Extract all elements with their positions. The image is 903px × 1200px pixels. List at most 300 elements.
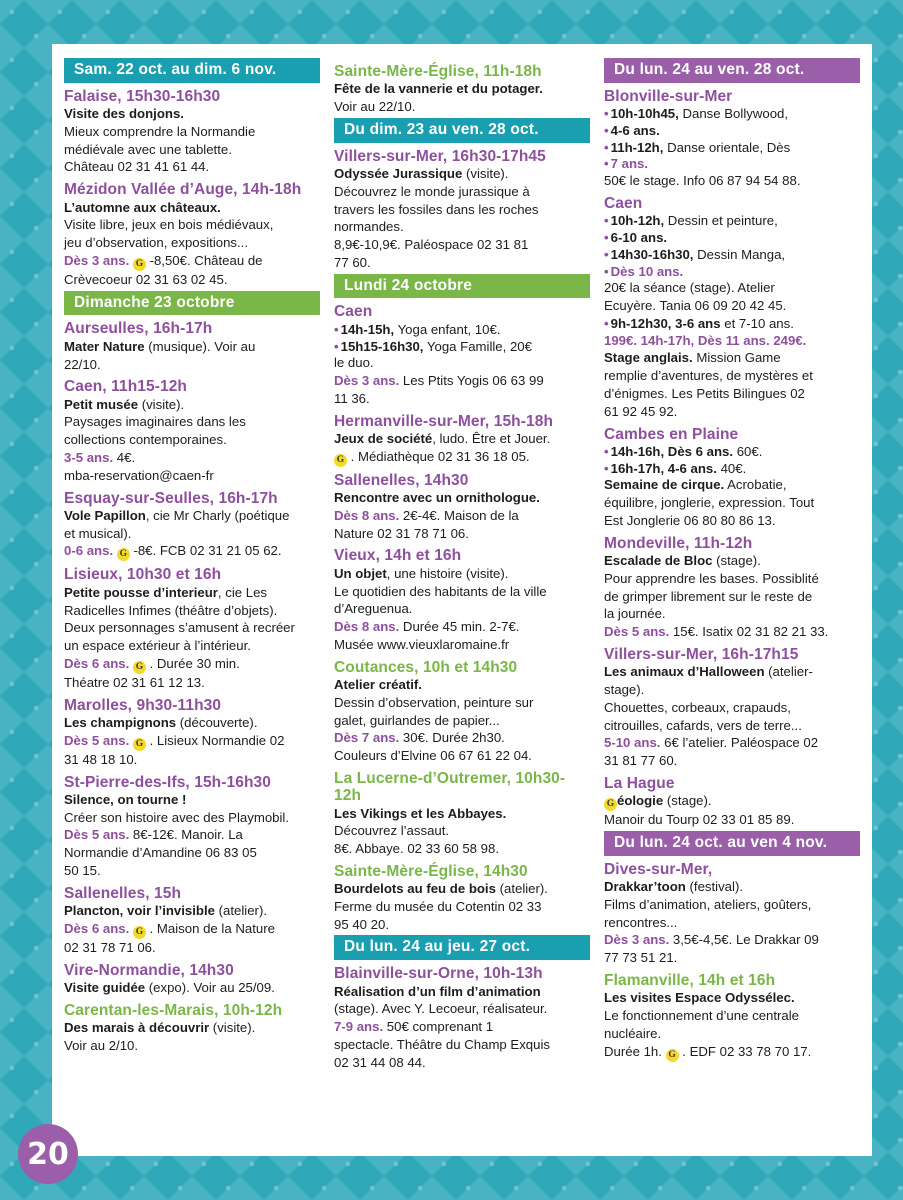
entry-line-lead: 31 81 77 60. <box>604 753 678 769</box>
entry-line <box>64 217 320 234</box>
entry-line <box>604 932 860 949</box>
event-entry <box>64 962 320 997</box>
entry-line <box>604 368 860 385</box>
entry-line-lead: Découvrez le monde jurassique à <box>334 183 530 199</box>
entry-line <box>64 585 320 602</box>
list-item <box>604 123 860 140</box>
entry-line-lead: 95 40 20. <box>334 916 389 932</box>
event-entry <box>334 148 590 272</box>
event-place-heading: Falaise, 15h30-16h30 <box>64 87 221 105</box>
event-place-heading: Flamanville, 14h et 16h <box>604 972 776 989</box>
event-place-heading: Esquay-sur-Seulles, 16h-17h <box>64 489 278 507</box>
entry-line-rest: 4€. <box>113 450 136 466</box>
event-place-heading: Vire-Normandie, 14h30 <box>64 961 234 979</box>
entry-line <box>604 173 860 190</box>
entry-line <box>64 921 320 939</box>
entry-line-lead: 50 15. <box>64 862 101 878</box>
entry-line <box>604 1026 860 1043</box>
entry-line-rest: 30€. Durée 2h30. <box>399 730 505 746</box>
entry-line-lead: Paysages imaginaires dans les <box>64 414 246 430</box>
entry-line <box>334 748 590 765</box>
entry-line <box>334 184 590 201</box>
list-item-text: 6-10 ans. <box>610 230 668 246</box>
entry-line <box>334 899 590 916</box>
entry-line <box>64 903 320 920</box>
entry-line-lead: Deux personnages s’amusent à recréer <box>64 620 295 636</box>
entry-line <box>334 373 590 390</box>
entry-line-lead: G éologie <box>604 793 663 808</box>
entry-line <box>334 806 590 823</box>
list-item-time: 16h-17h, 4-6 ans. <box>610 460 717 476</box>
entry-line-lead: Musée www.vieuxlaromaine.fr <box>334 636 510 652</box>
list-item <box>604 106 860 123</box>
event-entry <box>604 195 860 421</box>
event-place-heading: Villers-sur-Mer, 16h30-17h45 <box>334 147 546 165</box>
event-entry <box>604 972 860 1062</box>
event-entry <box>604 775 860 829</box>
entry-line-lead: Couleurs d’Elvine 06 67 61 22 04. <box>334 748 532 764</box>
list-item-text: Dessin Manga, <box>693 246 786 262</box>
entry-line-lead: Dès 3 ans. <box>604 932 670 948</box>
page-number-badge: 20 <box>18 1124 78 1184</box>
event-entry <box>64 378 320 484</box>
entry-line <box>604 718 860 735</box>
entry-line-lead: Silence, on tourne ! <box>64 791 187 807</box>
entry-line <box>64 1020 320 1037</box>
entry-line <box>64 357 320 374</box>
entry-line <box>64 940 320 957</box>
entry-line <box>64 397 320 414</box>
entry-line-lead: Les visites Espace Odyssélec. <box>604 990 795 1006</box>
entry-line-rest: 6€ l’atelier. Paléospace 02 <box>660 735 819 751</box>
entry-line-lead: un espace extérieur à l’intérieur. <box>64 638 251 654</box>
event-entry <box>64 566 320 691</box>
entry-line <box>64 106 320 123</box>
entry-line-lead: Bourdelots au feu de bois <box>334 881 496 897</box>
entry-line <box>604 298 860 315</box>
entry-line-lead: Mater Nature <box>64 338 145 354</box>
content-column <box>64 58 320 1138</box>
event-place-heading: Sainte-Mère-Église, 11h-18h <box>334 63 542 80</box>
entry-line <box>604 553 860 570</box>
entry-line <box>334 584 590 601</box>
list-item-time: 10h-10h45, <box>610 106 679 122</box>
entry-line-lead: Dès 5 ans. <box>604 624 670 640</box>
event-entry <box>334 965 590 1071</box>
list-item-text: 4-6 ans. <box>610 122 660 138</box>
entry-line <box>334 166 590 183</box>
entry-line <box>604 571 860 588</box>
date-range-header: Du dim. 23 au ven. 28 oct. <box>334 118 590 143</box>
entry-line <box>334 637 590 654</box>
event-place-heading: Caen <box>604 195 643 212</box>
gratuit-icon: G <box>133 258 146 271</box>
entry-line-lead: 61 92 45 92. <box>604 403 678 419</box>
entry-line <box>334 1055 590 1072</box>
entry-line-rest: (visite). <box>209 1020 256 1036</box>
entry-line-lead: Fête de la vannerie et du potager. <box>334 81 543 97</box>
entry-line-lead: Des marais à découvrir <box>64 1020 210 1036</box>
entry-line-lead: remplie d’aventures, de mystères et <box>604 368 813 384</box>
entry-line-lead: 8€. Abbaye. 02 33 60 58 98. <box>334 841 499 857</box>
content-column <box>604 58 860 1138</box>
entry-line <box>604 1008 860 1025</box>
entry-line-lead: spectacle. Théâtre du Champ Exquis <box>334 1036 551 1052</box>
entry-bullet-list <box>334 322 590 356</box>
entry-line <box>64 810 320 827</box>
entry-line-lead: G . Médiathèque 02 31 36 18 05. <box>334 449 530 464</box>
event-place-heading: Aurseulles, 16h-17h <box>64 320 213 338</box>
entry-line-lead: (stage). Avec Y. Lecoeur, réalisateur. <box>334 1001 548 1017</box>
entry-line <box>604 990 860 1007</box>
entry-line-lead: Voir au 2/10. <box>64 1037 139 1053</box>
entry-line <box>64 159 320 176</box>
list-item-text: Yoga Famille, 20€ <box>423 338 532 354</box>
entry-line-lead: Dès 7 ans. <box>334 730 400 746</box>
gratuit-icon: G <box>133 738 146 751</box>
entry-line-rest: (stage). <box>663 793 712 809</box>
entry-line-rest: , ludo. Être et Jouer. <box>432 431 551 447</box>
entry-line-rest: (atelier). <box>214 903 267 919</box>
entry-line-rest: (expo). Voir au 25/09. <box>145 979 275 995</box>
entry-line <box>64 603 320 620</box>
event-place-heading: Coutances, 10h et 14h30 <box>334 658 518 676</box>
content-column <box>334 58 590 1138</box>
entry-line <box>604 812 860 829</box>
entry-line <box>334 508 590 525</box>
entry-line <box>64 1038 320 1055</box>
entry-line-lead: Dès 8 ans. <box>334 507 400 523</box>
entry-line-lead: Films d’animation, ateliers, goûters, <box>604 896 812 912</box>
entry-line <box>604 606 860 623</box>
entry-line-lead: Drakkar’toon <box>604 879 686 895</box>
gratuit-icon: G <box>133 926 146 939</box>
event-place-heading: Marolles, 9h30-11h30 <box>64 696 222 714</box>
entry-bullet-list <box>604 316 860 333</box>
entry-bullet-list <box>604 213 860 280</box>
entry-line-lead: 02 31 78 71 06. <box>64 939 156 955</box>
entry-line <box>604 879 860 896</box>
entry-line-lead: collections contemporaines. <box>64 432 227 448</box>
entry-line <box>604 793 860 811</box>
entry-line-lead: Le quotidien des habitants de la ville <box>334 583 547 599</box>
list-item-time: 9h-12h30, 3-6 ans <box>610 315 721 331</box>
entry-line <box>64 675 320 692</box>
event-entry <box>64 490 320 562</box>
entry-line-lead: Vole Papillon <box>64 507 146 523</box>
entry-line <box>334 391 590 408</box>
entry-line-rest: , cie Les <box>217 584 268 600</box>
entry-line-rest: Les Ptits Yogis 06 63 99 <box>399 373 544 389</box>
entry-line <box>334 713 590 730</box>
event-place-heading: Blainville-sur-Orne, 10h-13h <box>334 965 543 983</box>
entry-line <box>64 863 320 880</box>
entry-line-lead: mba-reservation@caen-fr <box>64 467 214 483</box>
entry-line <box>604 280 860 297</box>
list-item <box>604 461 860 478</box>
entry-line-rest: , une histoire (visite). <box>386 565 509 581</box>
event-entry <box>334 547 590 653</box>
entry-line-lead: 8,9€-10,9€. Paléospace 02 31 81 <box>334 237 529 253</box>
entry-line <box>334 1019 590 1036</box>
entry-line <box>64 827 320 844</box>
entry-line-lead: 31 48 18 10. <box>64 751 138 767</box>
entry-line-lead: Petit musée <box>64 396 139 412</box>
gratuit-icon: G <box>133 661 146 674</box>
entry-line <box>334 219 590 236</box>
entry-line-rest: G -8€. FCB 02 31 21 05 62. <box>113 543 281 558</box>
entry-line <box>64 253 320 271</box>
event-place-heading: Sallenelles, 15h <box>64 884 182 902</box>
entry-line <box>64 715 320 732</box>
entry-line <box>334 431 590 448</box>
entry-line-rest: G . Maison de la Nature <box>129 921 275 936</box>
list-item-text: 7 ans. <box>610 156 649 172</box>
entry-line-lead: Visite des donjons. <box>64 106 184 122</box>
list-item-text: 40€. <box>716 460 747 476</box>
list-item <box>604 230 860 247</box>
entry-line-lead: Radicelles Infimes (théâtre d’objets). <box>64 602 278 618</box>
entry-line-lead: Le fonctionnement d’une centrale <box>604 1008 800 1024</box>
entry-line <box>604 350 860 367</box>
entry-line-lead: d’énigmes. Les Petits Bilingues 02 <box>604 386 805 402</box>
date-range-header: Du lun. 24 oct. au ven 4 nov. <box>604 831 860 856</box>
entry-line-lead: Crèvecoeur 02 31 63 02 45. <box>64 271 228 287</box>
entry-line-lead: Rencontre avec un ornithologue. <box>334 490 540 506</box>
entry-line-lead: la journée. <box>604 606 666 622</box>
entry-line <box>334 255 590 272</box>
date-range-header: Lundi 24 octobre <box>334 274 590 299</box>
event-place-heading: Mézidon Vallée d’Auge, 14h-18h <box>64 181 302 199</box>
entry-line <box>334 449 590 467</box>
entry-line-lead: Ferme du musée du Cotentin 02 33 <box>334 898 542 914</box>
entry-line-lead: Jeux de société <box>334 431 433 447</box>
event-entry <box>64 181 320 288</box>
event-entry <box>334 863 590 934</box>
entry-line-rest: , cie Mr Charly (poétique <box>145 507 290 523</box>
entry-line-lead: nucléaire. <box>604 1025 662 1041</box>
entry-line-lead: galet, guirlandes de papier... <box>334 712 500 728</box>
entry-line-rest: G -8,50€. Château de <box>129 253 262 268</box>
entry-line <box>334 566 590 583</box>
entry-line-lead: Réalisation d’un film d’animation <box>334 983 541 999</box>
entry-line-lead: de grimper librement sur le reste de <box>604 588 813 604</box>
event-entry <box>334 63 590 116</box>
event-place-heading: Sainte-Mère-Église, 14h30 <box>334 862 528 880</box>
event-place-heading: Vieux, 14h et 16h <box>334 547 462 565</box>
entry-line <box>334 677 590 694</box>
entry-line <box>604 477 860 494</box>
event-entry <box>604 535 860 641</box>
entry-line <box>334 1037 590 1054</box>
entry-line <box>604 386 860 403</box>
entry-line-lead: Chouettes, corbeaux, crapauds, <box>604 699 791 715</box>
event-place-heading: Dives-sur-Mer, <box>604 860 713 878</box>
event-place-heading: Carentan-les-Marais, 10h-12h <box>64 1001 283 1019</box>
entry-bullet-list <box>604 106 860 173</box>
entry-line-rest: (découverte). <box>176 714 258 730</box>
entry-line-lead: 77 73 51 21. <box>604 950 678 966</box>
list-item <box>604 444 860 461</box>
entry-line <box>604 513 860 530</box>
entry-line <box>604 495 860 512</box>
list-item <box>604 156 860 173</box>
entry-line <box>604 700 860 717</box>
entry-line-rest: Mission Game <box>692 350 781 366</box>
list-item <box>604 264 860 281</box>
entry-line <box>64 620 320 637</box>
entry-line-lead: Les Vikings et les Abbayes. <box>334 805 507 821</box>
entry-line-lead: Créer son histoire avec des Playmobil. <box>64 809 290 825</box>
entry-line <box>334 984 590 1001</box>
event-place-heading: Cambes en Plaine <box>604 425 739 443</box>
entry-line-lead: Mieux comprendre la Normandie <box>64 123 256 139</box>
event-place-heading: Caen, 11h15-12h <box>64 378 187 396</box>
entry-line-lead: Plancton, voir l’invisible <box>64 903 215 919</box>
entry-line <box>64 508 320 525</box>
entry-line-lead: Dès 5 ans. <box>64 827 130 843</box>
entry-line-rest: (atelier- <box>764 664 813 680</box>
entry-line-lead: Durée 1h. G . EDF 02 33 78 70 17. <box>604 1043 812 1060</box>
entry-line-lead: 5-10 ans. <box>604 735 661 751</box>
entry-line-rest: Durée 45 min. 2-7€. <box>399 619 520 635</box>
entry-line-lead: Dessin d’observation, peinture sur <box>334 694 534 710</box>
entry-line-lead: Dès 6 ans. <box>64 655 130 671</box>
entry-line <box>334 730 590 747</box>
entry-line <box>604 950 860 967</box>
entry-line-lead: Atelier créatif. <box>334 676 422 692</box>
entry-line <box>604 915 860 932</box>
event-entry <box>64 88 320 176</box>
entry-line-rest: G . Durée 30 min. <box>129 656 240 671</box>
entry-line-lead: Dès 6 ans. <box>64 920 130 936</box>
entry-line-lead: Escalade de Bloc <box>604 553 713 569</box>
entry-line <box>64 432 320 449</box>
list-item <box>604 213 860 230</box>
gratuit-icon: G <box>334 454 347 467</box>
entry-line-lead: 199€. 14h-17h, Dès 11 ans. 249€. <box>604 332 807 348</box>
list-item-text: Dès 10 ans. <box>610 263 684 279</box>
entry-line <box>604 624 860 641</box>
entry-line-lead: Visite guidée <box>64 979 146 995</box>
entry-line <box>334 355 590 372</box>
event-place-heading: Villers-sur-Mer, 16h-17h15 <box>604 645 799 663</box>
entry-line-lead: stage). <box>604 682 645 698</box>
entry-line-lead: 22/10. <box>64 356 101 372</box>
entry-line <box>334 237 590 254</box>
date-range-header: Du lun. 24 au ven. 28 oct. <box>604 58 860 83</box>
list-item <box>604 316 860 333</box>
entry-line <box>334 99 590 116</box>
list-item-time: 15h15-16h30, <box>340 338 424 354</box>
entry-line <box>604 735 860 752</box>
entry-line-lead: Ecuyère. Tania 06 09 20 42 45. <box>604 298 787 314</box>
entry-line <box>334 81 590 98</box>
entry-line <box>64 142 320 159</box>
event-entry <box>64 885 320 957</box>
entry-line <box>604 1044 860 1062</box>
entry-line-lead: 0-6 ans. <box>64 543 114 559</box>
event-place-heading: St-Pierre-des-Ifs, 15h-16h30 <box>64 773 271 791</box>
entry-line-lead: médiévale avec une tablette. <box>64 141 232 157</box>
entry-line-lead: jeu d’observation, expositions... <box>64 235 249 251</box>
event-place-heading: La Lucerne-d’Outremer, 10h30-12h <box>334 769 566 805</box>
event-place-heading: Sallenelles, 14h30 <box>334 471 469 489</box>
entry-line-rest: 3,5€-4,5€. Le Drakkar 09 <box>669 932 819 948</box>
entry-line <box>64 272 320 289</box>
entry-line-lead: Les animaux d’Halloween <box>604 664 765 680</box>
list-item-time: 10h-12h, <box>610 213 665 229</box>
entry-line <box>64 980 320 997</box>
date-range-header: Sam. 22 oct. au dim. 6 nov. <box>64 58 320 83</box>
entry-line-lead: 11 36. <box>334 390 370 406</box>
entry-line <box>604 682 860 699</box>
columns-container <box>64 58 860 1138</box>
event-place-heading: Mondeville, 11h-12h <box>604 534 753 552</box>
entry-line-lead: Est Jonglerie 06 80 80 86 13. <box>604 512 776 528</box>
entry-line-lead: 7-9 ans. <box>334 1019 384 1035</box>
list-item-text: Dessin et peinture, <box>664 213 778 229</box>
gratuit-icon: G <box>117 548 130 561</box>
entry-line-rest: (visite). <box>138 396 185 412</box>
event-entry <box>604 861 860 967</box>
event-place-heading: Hermanville-sur-Mer, 15h-18h <box>334 412 554 430</box>
entry-line-lead: Dès 3 ans. <box>334 373 400 389</box>
entry-line-rest: 2€-4€. Maison de la <box>399 507 519 523</box>
entry-line <box>64 468 320 485</box>
entry-line-lead: travers les fossiles dans les roches <box>334 201 539 217</box>
entry-line-lead: 50€ le stage. Info 06 87 94 54 88. <box>604 173 801 189</box>
page-sheet <box>52 44 872 1156</box>
entry-line-lead: Les champignons <box>64 714 177 730</box>
gratuit-icon: G <box>666 1049 679 1062</box>
list-item-text: Danse Bollywood, <box>678 106 789 122</box>
entry-line-lead: d’Areguenua. <box>334 601 413 617</box>
entry-line <box>64 526 320 543</box>
entry-line-lead: Découvrez l’assaut. <box>334 823 450 839</box>
entry-line-lead: Petite pousse d’interieur <box>64 584 218 600</box>
list-item-time: 14h30-16h30, <box>610 246 694 262</box>
entry-line-lead: Nature 02 31 78 71 06. <box>334 525 469 541</box>
entry-line <box>64 792 320 809</box>
event-entry <box>334 659 590 765</box>
list-item-time: 14h-15h, <box>340 321 395 337</box>
list-item-text: Yoga enfant, 10€. <box>394 321 501 337</box>
event-place-heading: Blonville-sur-Mer <box>604 87 733 105</box>
entry-line-lead: Visite libre, jeux en bois médiévaux, <box>64 217 274 233</box>
event-entry <box>64 774 320 880</box>
entry-line-lead: 02 31 44 08 44. <box>334 1054 426 1070</box>
entry-line-lead: Théatre 02 31 61 12 13. <box>64 674 205 690</box>
entry-line <box>64 752 320 769</box>
entry-line-lead: L’automne aux châteaux. <box>64 199 221 215</box>
entry-line-lead: Château 02 31 41 61 44. <box>64 159 210 175</box>
event-entry <box>334 770 590 858</box>
entry-line <box>64 450 320 467</box>
entry-line-lead: 20€ la séance (stage). Atelier <box>604 280 775 296</box>
entry-line <box>604 897 860 914</box>
entry-line-lead: Dès 5 ans. <box>64 732 130 748</box>
entry-line <box>334 841 590 858</box>
entry-line <box>334 490 590 507</box>
event-entry <box>334 472 590 543</box>
entry-line <box>64 339 320 356</box>
event-place-heading: La Hague <box>604 774 675 792</box>
entry-line <box>64 638 320 655</box>
entry-line <box>334 619 590 636</box>
entry-line-rest: (musique). Voir au <box>144 338 256 354</box>
entry-line-lead: Pour apprendre les bases. Possiblité <box>604 570 819 586</box>
